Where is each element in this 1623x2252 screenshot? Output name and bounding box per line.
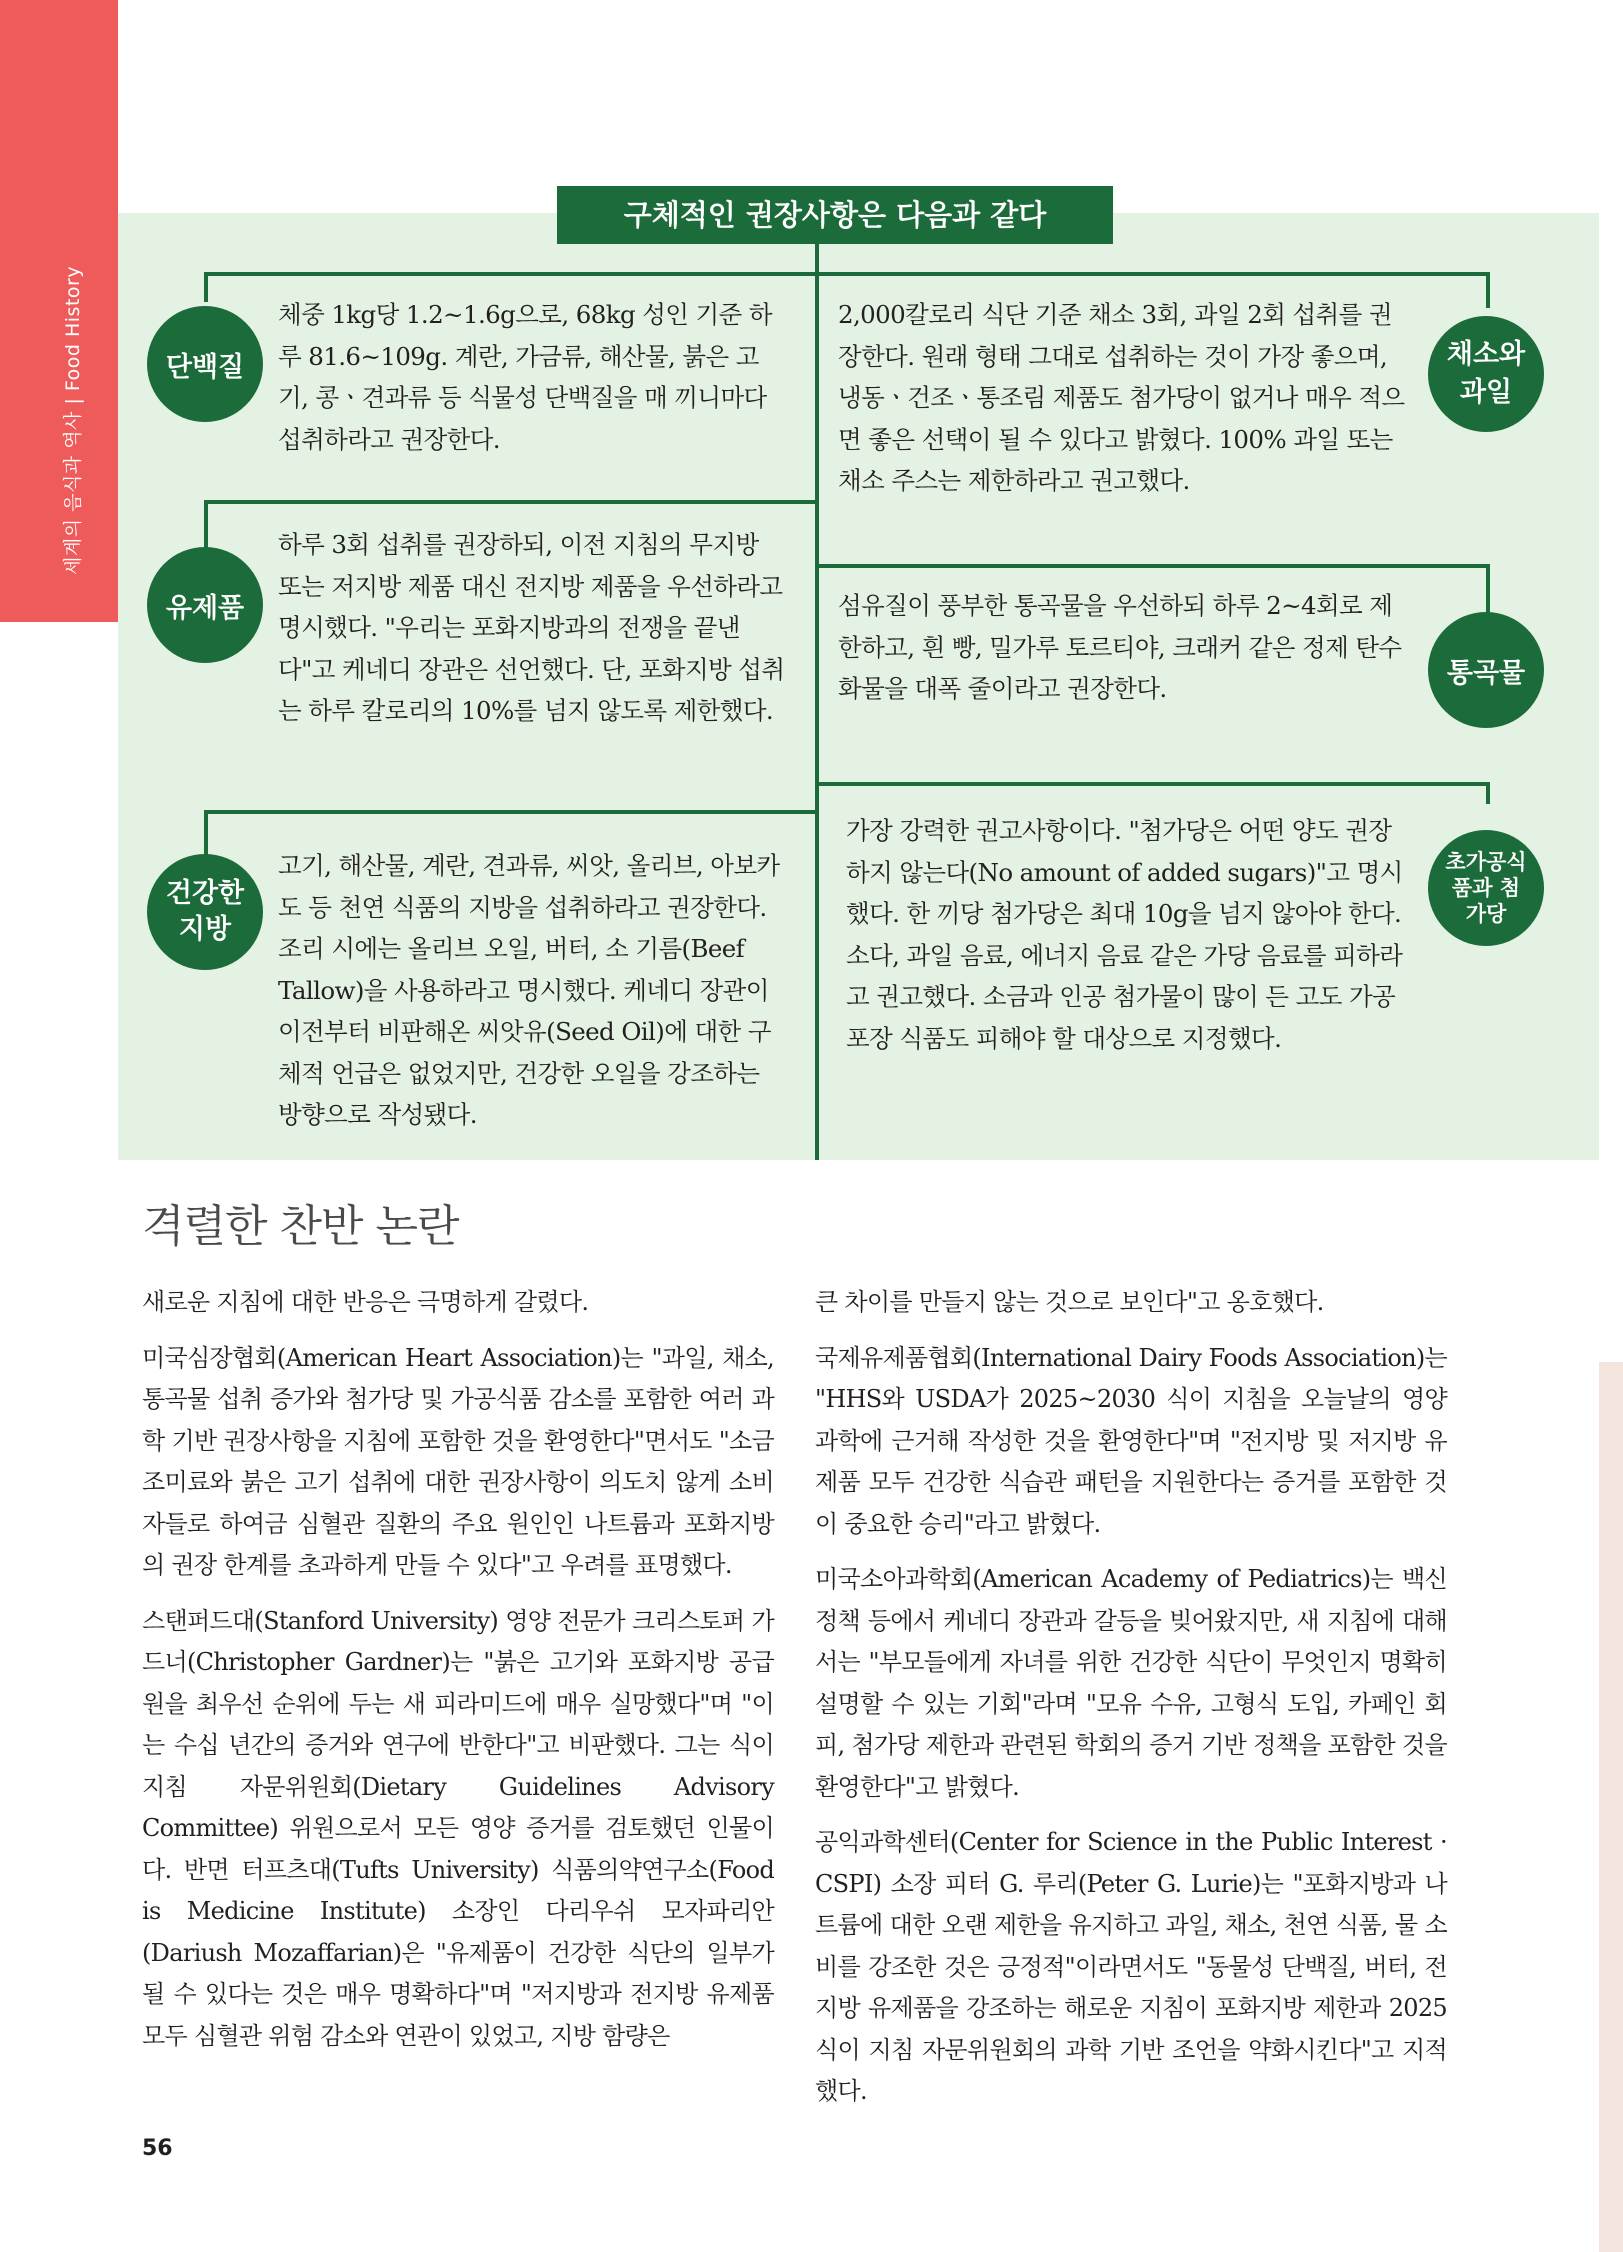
paragraph: 큰 차이를 만들지 않는 것으로 보인다"고 옹호했다. <box>815 1288 1324 1316</box>
page-number: 56 <box>142 2136 173 2161</box>
paragraph: 미국소아과학회(American Academy of Pediatrics)는 백신 정책 등에서 케네디 장관과 갈등을 빚어왔지만, 새 지침에 대해서는 "부모들에게 자녀를 위한 건강한 식단이 무엇인지 명확히 설명할 수 있는 기회"라며 "모유 수유, 고형식 도입, 카페인 회피, 첨가당 제한과 관련된 학회의 증거 기반 정책을 포함한 것을 환영한다"고 밝혔다. <box>815 1565 1447 1801</box>
badge-vegetables-fruits: 채소와 과일 <box>1428 316 1544 432</box>
badge-healthy-fat: 건강한 지방 <box>147 854 263 970</box>
badge-dairy: 유제품 <box>147 547 263 663</box>
right-edge-strip <box>1599 1362 1623 2252</box>
connector-line <box>815 564 1488 568</box>
paragraph: 국제유제품협회(International Dairy Foods Association)는 "HHS와 USDA가 2025~2030 식이 지침을 오늘날의 영양 과학에 근거해 작성한 것을 환영한다"며 "전지방 및 저지방 유제품 모두 건강한 식습관 패턴을 지원한다는 증거를 포함한 것이 중요한 승리"라고 밝혔다. <box>815 1343 1447 1538</box>
healthy-fat-text: 고기, 해산물, 계란, 견과류, 씨앗, 올리브, 아보카도 등 천연 식품의 지방을 섭취하라고 권장한다. 조리 시에는 올리브 오일, 버터, 소 기름(Beef Tallow)을 사용하라고 명시했다. 케네디 장관이 이전부터 비판해온 씨앗유(Seed Oil)에 대한 구체적 언급은 없었지만, 건강한 오일을 강조하는 방향으로 작성됐다. <box>278 851 780 1129</box>
connector-line <box>206 810 817 814</box>
connector-line <box>204 272 208 302</box>
paragraph: 스탠퍼드대(Stanford University) 영양 전문가 크리스토퍼 가드너(Christopher Gardner)는 "붉은 고기와 포화지방 공급원을 최우선 순위에 두는 새 피라미드에 매우 실망했다"며 "이는 수십 년간의 증거와 연구에 반한다"고 비판했다. 그는 식이 지침 자문위원회(Dietary Guidelines Advisory Committee) 위원으로서 모든 영양 증거를 검토했던 인물이다. 반면 터프츠대(Tufts University) 식품의약연구소(Food is Medicine Institute) 소장인 다리우쉬 모자파리안(Dariush Mozaffarian)은 "유제품이 건강한 식단의 일부가 될 수 있다는 것은 매우 명확하다"며 "저지방과 전지방 유제품 모두 심혈관 위험 감소와 연관이 있었고, 지방 함량은 <box>142 1606 774 2050</box>
whole-grains-text: 섬유질이 풍부한 통곡물을 우선하되 하루 2~4회로 제한하고, 흰 빵, 밀가루 토르티야, 크래커 같은 정제 탄수화물을 대폭 줄이라고 권장한다. <box>838 591 1402 703</box>
badge-ultra-processed-sugar: 초가공식 품과 첨 가당 <box>1428 830 1544 946</box>
connector-line <box>206 272 817 276</box>
body-column-right <box>815 1282 1447 2127</box>
paragraph: 공익과학센터(Center for Science in the Public Interest · CSPI) 소장 피터 G. 루리(Peter G. Lurie)는 "포화지방과 나트륨에 대한 오랜 제한을 유지하고 과일, 채소, 천연 식품, 물 소비를 강조한 것은 긍정적"이라면서도 "동물성 단백질, 버터, 전지방 유제품을 강조하는 해로운 지침이 포화지방 제한과 2025 식이 지침 자문위원회의 과학 기반 조언을 약화시킨다"고 지적했다. <box>815 1828 1447 2105</box>
section-heading: 격렬한 찬반 논란 <box>142 1201 459 1252</box>
connector-line <box>815 272 1488 276</box>
center-divider-line <box>815 244 819 1160</box>
connector-line <box>206 500 817 504</box>
ultra-processed-text: 가장 강력한 권고사항이다. "첨가당은 어떤 양도 권장하지 않는다(No amount of added sugars)"고 명시했다. 한 끼당 첨가당은 최대 10g을 넘지 않아야 한다. 소다, 과일 음료, 에너지 음료 같은 가당 음료를 피하라고 권고했다. 소금과 인공 첨가물이 많이 든 고도 가공 포장 식품도 피해야 할 대상으로 지정했다. <box>846 816 1403 1053</box>
dairy-text: 하루 3회 섭취를 권장하되, 이전 지침의 무지방 또는 저지방 제품 대신 전지방 제품을 우선하라고 명시했다. "우리는 포화지방과의 전쟁을 끝낸다"고 케네디 장관은 선언했다. 단, 포화지방 섭취는 하루 칼로리의 10%를 넘지 않도록 제한했다. <box>278 530 785 725</box>
section-side-tab-label: 세계의 음식과 역사 | Food History <box>62 265 84 575</box>
paragraph: 미국심장협회(American Heart Association)는 "과일, 채소, 통곡물 섭취 증가와 첨가당 및 가공식품 감소를 포함한 여러 과학 기반 권장사항을 지침에 포함한 것을 환영한다"면서도 "소금 조미료와 붉은 고기 섭취에 대한 권장사항이 의도치 않게 소비자들로 하여금 심혈관 질환의 주요 원인인 나트륨과 포화지방의 권장 한계를 초과하게 만들 수 있다"고 우려를 표명했다. <box>142 1343 774 1579</box>
connector-line <box>1486 782 1490 804</box>
protein-text: 체중 1kg당 1.2~1.6g으로, 68kg 성인 기준 하루 81.6~109g. 계란, 가금류, 해산물, 붉은 고기, 콩ㆍ견과류 등 식물성 단백질을 매 끼니마다 섭취하라고 권장한다. <box>278 300 772 454</box>
connector-line <box>815 782 1488 786</box>
panel-banner: 구체적인 권장사항은 다음과 같다 <box>557 186 1113 244</box>
badge-whole-grains: 통곡물 <box>1428 612 1544 728</box>
paragraph: 새로운 지침에 대한 반응은 극명하게 갈렸다. <box>142 1288 589 1316</box>
body-column-left <box>142 1282 774 2071</box>
vegetables-fruits-text: 2,000칼로리 식단 기준 채소 3회, 과일 2회 섭취를 권장한다. 원래 형태 그대로 섭취하는 것이 가장 좋으며, 냉동ㆍ건조ㆍ통조림 제품도 첨가당이 없거나 매우 적으면 좋은 선택이 될 수 있다고 밝혔다. 100% 과일 또는 채소 주스는 제한하라고 권고했다. <box>838 300 1405 495</box>
connector-line <box>1486 272 1490 308</box>
badge-protein: 단백질 <box>147 306 263 422</box>
